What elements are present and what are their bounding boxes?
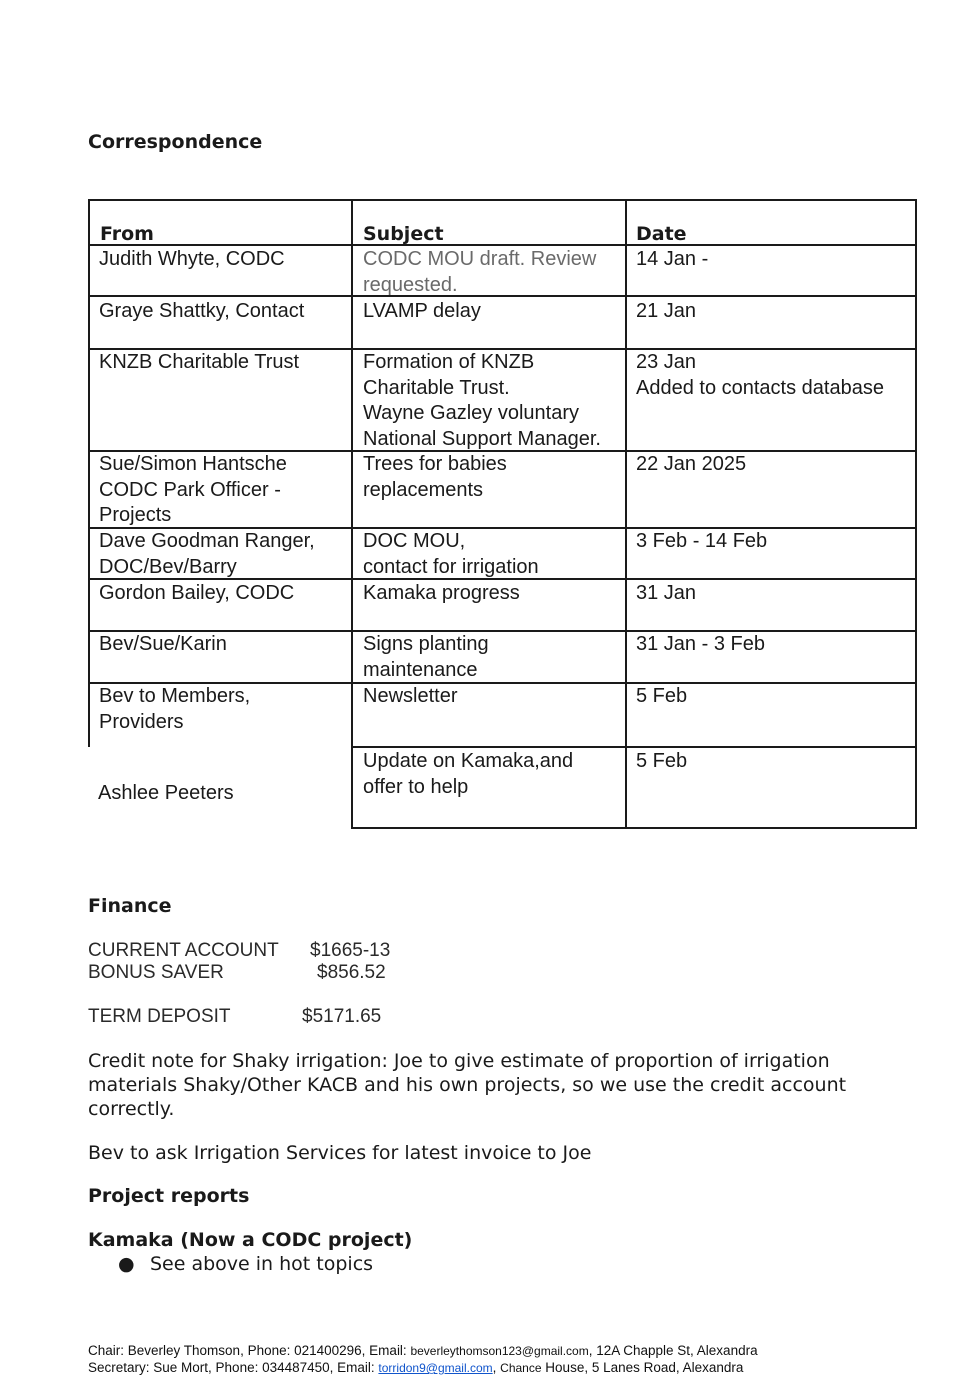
table-row-7-from: Bev/Sue/Karin	[99, 633, 227, 655]
table-row-7-subject: Signs planting maintenance	[363, 633, 489, 681]
finance-heading: Finance	[88, 895, 172, 917]
column-header-subject: Subject	[363, 223, 444, 245]
table-row-4-from: Sue/Simon Hantsche CODC Park Officer - Projects	[99, 453, 287, 526]
table-row-6-date: 31 Jan	[636, 582, 697, 604]
list-item: ● See above in hot topics	[118, 1253, 374, 1275]
bonus-saver-label: BONUS SAVER	[88, 962, 224, 983]
table-row-1-from: Judith Whyte, CODC	[99, 248, 285, 270]
table-row-4-subject: Trees for babies replacements	[363, 453, 507, 501]
table-row-3-subject: Formation of KNZB Charitable Trust. Wayne Gazley voluntary National Support Manager.	[363, 351, 601, 450]
table-row-5-from: Dave Goodman Ranger, DOC/Bev/Barry	[99, 530, 315, 578]
column-header-from: From	[100, 223, 154, 245]
column-header-date: Date	[636, 223, 687, 245]
table-row-3-date: 23 Jan Added to contacts database	[636, 351, 884, 399]
bullet-icon: ●	[118, 1253, 135, 1275]
current-account-label: CURRENT ACCOUNT	[88, 940, 279, 961]
table-row-2-from: Graye Shattky, Contact	[99, 300, 305, 322]
table-row-5-date: 3 Feb - 14 Feb	[636, 530, 768, 552]
table-row-6-subject: Kamaka progress	[363, 582, 520, 604]
term-deposit-amount: $5171.65	[302, 1006, 382, 1027]
table-row-1-subject: CODC MOU draft. Review requested.	[363, 248, 597, 296]
current-account-amount: $1665-13	[310, 940, 391, 961]
secretary-email-link[interactable]: torridon9@gmail.com	[378, 1361, 493, 1375]
table-row-5-subject: DOC MOU, contact for irrigation	[363, 530, 539, 578]
table-row-1-date: 14 Jan -	[636, 248, 709, 270]
table-row-2-date: 21 Jan	[636, 300, 697, 322]
term-deposit-label: TERM DEPOSIT	[88, 1006, 231, 1027]
footer-secretary-line: Secretary: Sue Mort, Phone: 034487450, Email: torridon9@gmail.com, Chance House, 5 Lanes Road, Alexandra	[88, 1360, 744, 1375]
table-row-7-date: 31 Jan - 3 Feb	[636, 633, 765, 655]
project-reports-heading: Project reports	[88, 1185, 250, 1207]
table-row-6-from: Gordon Bailey, CODC	[99, 582, 295, 604]
correspondence-heading: Correspondence	[88, 131, 263, 153]
chair-email[interactable]: beverleythomson123@gmail.com	[410, 1344, 589, 1358]
table-row-4-date: 22 Jan 2025	[636, 453, 747, 475]
table-row-2-subject: LVAMP delay	[363, 300, 481, 322]
table-row-3-from: KNZB Charitable Trust	[99, 351, 300, 373]
table-row-9-date: 5 Feb	[636, 750, 688, 772]
table-row-9-subject: Update on Kamaka,and offer to help	[363, 750, 574, 798]
table-row-8-from: Bev to Members, Providers	[99, 685, 251, 733]
invoice-note-paragraph: Bev to ask Irrigation Services for latest invoice to Joe	[88, 1142, 592, 1164]
table-row-8-subject: Newsletter	[363, 685, 458, 707]
table-row-9-from: Ashlee Peeters	[98, 782, 234, 804]
credit-note-paragraph: Credit note for Shaky irrigation: Joe to give estimate of proportion of irrigation materials Shaky/Other KACB and his own projects, so we use the credit account correctly.	[88, 1050, 847, 1120]
kamaka-heading: Kamaka (Now a CODC project)	[88, 1229, 413, 1251]
table-row-8-date: 5 Feb	[636, 685, 688, 707]
footer-chair-line: Chair: Beverley Thomson, Phone: 021400296, Email: beverleythomson123@gmail.com, 12A Chapple St, Alexandra	[88, 1343, 758, 1358]
bonus-saver-amount: $856.52	[317, 962, 386, 983]
